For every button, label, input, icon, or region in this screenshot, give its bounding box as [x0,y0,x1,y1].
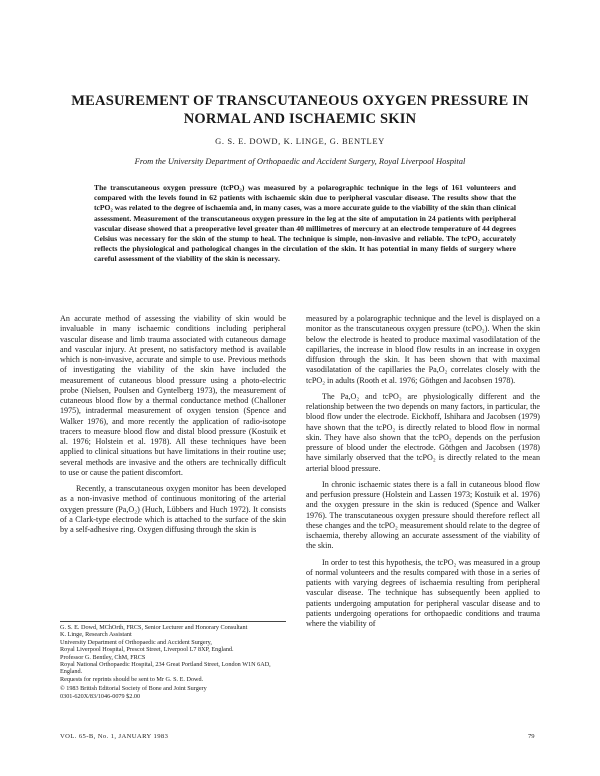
body-column-right [306,314,540,629]
title-line-1: MEASUREMENT OF TRANSCUTANEOUS OXYGEN PRESSURE IN [71,93,529,109]
footnote-line: Requests for reprints should be sent to Mr G. S. E. Dowd. [60,675,204,683]
article-title [40,92,560,128]
footnote-line: Royal Liverpool Hospital, Prescot Street, Liverpool L7 8XP, England. [60,646,234,654]
paragraph: In order to test this hypothesis, the tcPO₂ was measured in a group of normal volunteers and the results compared with those in a series of patients with varying degrees of ischaemia resulting from peripheral vascular disease. The technique has subsequently been applied to patients undergoing amputation for peripheral vascular disease and to patients undergoing operations for orthopaedic conditions and trauma where the viability of [306,557,540,628]
footnote-line: University Department of Orthopaedic and Accident Surgery, [60,638,212,646]
paragraph: In chronic ischaemic states there is a fall in cutaneous blood flow and perfusion pressure (Holstein and Lassen 1973; Kostuik et al. 1976) and the oxygen pressure in the skin is reduced (Spence and Walker 1976). The transcutaneous oxygen pressure should therefore reflect all these changes and the tcPO₂ measurement should relate to the degree of ischaemia, thereby allowing an accurate assessment of the viability of the skin. [306,479,540,551]
body-column-left [60,314,286,535]
page-number: 79 [528,733,535,740]
footnote-divider [60,621,286,622]
footnote-line: K. Linge, Research Assistant [60,631,132,639]
affiliation: From the University Department of Orthopaedic and Accident Surgery, Royal Liverpool Hospital [134,156,466,166]
copyright-line: © 1983 British Editorial Society of Bone and Joint Surgery [60,685,207,693]
footnote-line: Professor G. Bentley, ChM, FRCS [60,653,146,661]
title-line-2: NORMAL AND ISCHAEMIC SKIN [183,111,417,127]
abstract: The transcutaneous oxygen pressure (tcPO₂) was measured by a polarographic technique in the legs of 161 volunteers and compared with the levels found in 62 patients with ischaemic skin due to peripheral vascular disease. The results show that the tcPO₂ was related to the degree of ischaemia and, in many cases, was a more accurate guide to the viability of the skin than clinical assessment. Measurement of the transcutaneous oxygen pressure in the leg at the site of amputation in 24 patients with peripheral vascular disease showed that a preoperative level greater than 40 millimetres of mercury at an electrode temperature of 44 degrees Celsius was necessary for the skin of the stump to heal. The technique is simple, non-invasive and reliable. The tcPO₂ accurately reflects the physiological and pathological changes in the circulation of the skin. It has potential in many fields of surgery where careful assessment of the viability of the skin is necessary. [94,183,516,264]
footnote-line: Royal National Orthopaedic Hospital, 234 Great Portland Street, London W1N 6AD, England. [60,661,271,676]
paragraph: measured by a polarographic technique and the level is displayed on a monitor as the transcutaneous oxygen pressure (tcPO₂). When the skin below the electrode is heated to produce maximal vasodilatation of the capillaries, the increase in blood flow results in an increase in oxygen diffusion through the skin. It has been shown that with maximal vasodilatation of the capillaries the Pa,O₂ correlates closely with the tcPO₂ in adults (Rooth et al. 1976; Göthgen and Jacobsen 1978). [306,314,540,385]
issn-line: 0301-620X/83/1046-0079 $2.00 [60,692,141,700]
paragraph: An accurate method of assessing the viability of skin would be invaluable in many ischaemic conditions including peripheral vascular disease and limb trauma associated with cutaneous damage and vascular injury. At present, no satisfactory method is available which is non-invasive, accurate and simple to use. Previous methods of investigating the viability of the skin have included the measurement of cutaneous blood pressure using a photo-electric probe (Nielsen, Poulsen and Gyntelberg 1973), the measurement of cutaneous blood flow by a thermal conductance method (Challoner 1975), intradermal measurement of oxygen tension (Spence and Walker 1976), and more recently the application of radio-isotope tracers to measure blood flow and distal blood pressure (Kostuik et al. 1976; Holstein et al. 1978). All these techniques have been applied to clinical situations but have limitations in their routine use; several methods are invasive and the others are technically difficult to use or cause the patient discomfort. [60,314,286,477]
author-list: G. S. E. DOWD, K. LINGE, G. BENTLEY [215,136,385,146]
author-footnotes [60,624,286,700]
paragraph: The Pa,O₂ and tcPO₂ are physiologically different and the relationship between the two depends on many factors, in particular, the blood flow under the electrode. Eickhoff, Ishihara and Jacobsen (1979) have shown that the tcPO₂ is directly related to blood flow in normal skin. They have also shown that the tcPO₂ depends on the perfusion pressure of blood under the electrode. Göthgen and Jacobsen (1978) have similarly observed that the tcPO₂ is directly related to the mean arterial blood pressure. [306,391,540,473]
paragraph: Recently, a transcutaneous oxygen monitor has been developed as a non-invasive method of continuous monitoring of the arterial oxygen pressure (Pa,O₂) (Huch, Lübbers and Huch 1972). It consists of a Clark-type electrode which is attached to the surface of the skin by a self-adhesive ring. Oxygen diffusing through the skin is [60,484,286,534]
footnote-line: G. S. E. Dowd, MChOrth, FRCS, Senior Lecturer and Honorary Consultant [60,624,248,631]
journal-footer: VOL. 65-B, No. 1, JANUARY 1983 [60,733,169,740]
